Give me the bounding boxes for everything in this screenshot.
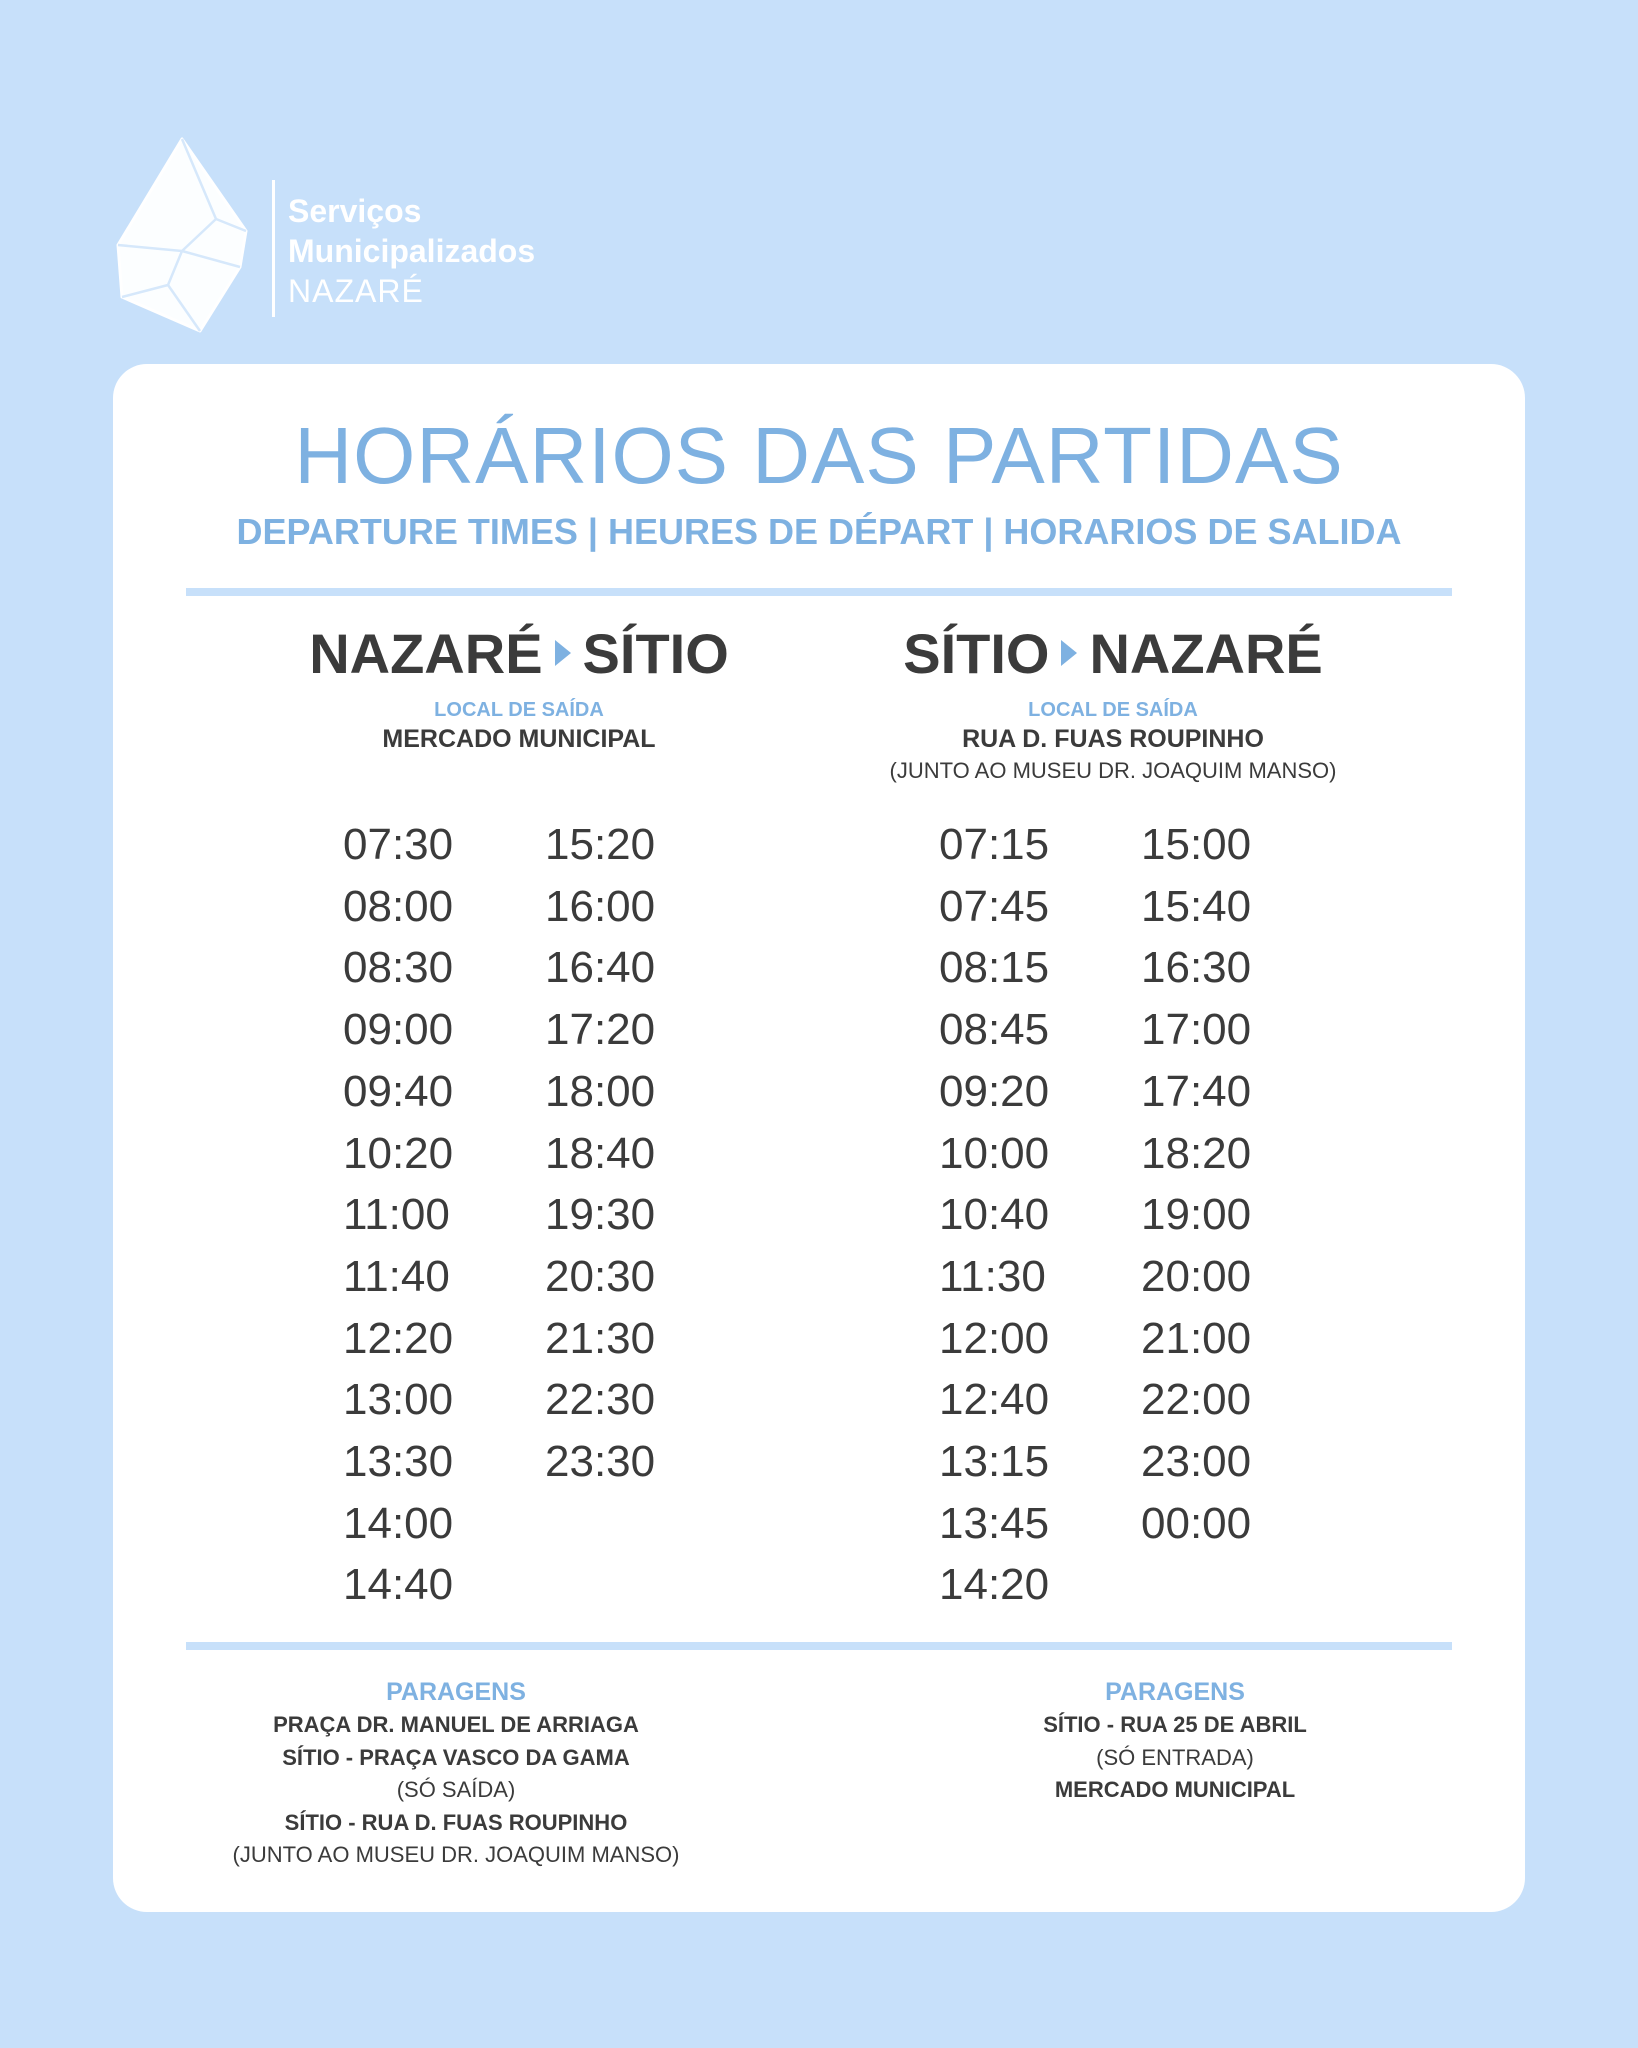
departure-time: 12:20: [343, 1313, 454, 1363]
departure-time: 09:20: [939, 1066, 1050, 1116]
stops-list: [146, 1709, 766, 1872]
route-from: SÍTIO: [903, 622, 1050, 685]
times-nazare-sitio-col-2: [545, 814, 725, 1493]
route-header-nazare-sitio: [219, 619, 819, 755]
logo-divider: [272, 180, 275, 317]
departure-time: 08:00: [343, 881, 454, 931]
stops-label: PARAGENS: [1105, 1678, 1245, 1706]
departure-time: 13:00: [343, 1375, 454, 1425]
departure-time: 08:45: [939, 1005, 1050, 1055]
stop-item: SÍTIO - PRAÇA VASCO DA GAMA: [282, 1744, 630, 1770]
departure-time: 07:15: [939, 820, 1050, 869]
stop-item: (JUNTO AO MUSEU DR. JOAQUIM MANSO): [232, 1842, 680, 1867]
departure-time: 19:30: [545, 1190, 656, 1240]
departure-note: (JUNTO AO MUSEU DR. JOAQUIM MANSO): [889, 758, 1337, 783]
page-title: HORÁRIOS DAS PARTIDAS: [294, 411, 1344, 500]
arrow-right-icon: [555, 640, 571, 666]
departure-time: 00:00: [1141, 1498, 1252, 1548]
route-title: [219, 619, 819, 689]
route-title: [813, 619, 1413, 689]
stop-item: (SÓ SAÍDA): [396, 1777, 516, 1802]
stops-list: [865, 1709, 1485, 1807]
page-subtitle: DEPARTURE TIMES | HEURES DE DÉPART | HORARIOS DE SALIDA: [236, 511, 1402, 552]
route-from: NAZARÉ: [309, 622, 543, 685]
departure-time: 12:00: [939, 1313, 1050, 1363]
times-nazare-sitio-col-1: [343, 814, 523, 1616]
stops-sitio-nazare: [865, 1676, 1485, 1807]
departure-time: 07:30: [343, 820, 454, 869]
departure-time: 14:40: [343, 1560, 454, 1610]
stop-item: SÍTIO - RUA 25 DE ABRIL: [1043, 1712, 1307, 1737]
departure-time: 21:30: [545, 1313, 656, 1363]
departure-time: 18:40: [545, 1128, 656, 1178]
departure-time: 08:30: [343, 943, 454, 993]
departure-time: 13:15: [939, 1437, 1050, 1487]
departure-time: 10:20: [343, 1128, 454, 1178]
departure-label: LOCAL DE SAÍDA: [434, 699, 604, 721]
departure-time: 22:00: [1141, 1375, 1252, 1425]
departure-time: 14:20: [939, 1560, 1050, 1610]
departure-time: 15:20: [545, 820, 656, 869]
departure-time: 15:00: [1141, 820, 1252, 869]
departure-time: 17:40: [1141, 1066, 1252, 1116]
logo-line-3: NAZARÉ: [288, 273, 424, 309]
route-to: SÍTIO: [582, 622, 729, 685]
times-sitio-nazare-col-1: [939, 814, 1119, 1616]
departure-time: 09:00: [343, 1005, 454, 1055]
departure-time: 10:40: [939, 1190, 1050, 1240]
departure-place: MERCADO MUNICIPAL: [382, 725, 656, 753]
departure-time: 10:00: [939, 1128, 1050, 1178]
departure-time: 09:40: [343, 1066, 454, 1116]
stop-item: MERCADO MUNICIPAL: [1054, 1777, 1296, 1802]
drop-logo-icon: [112, 135, 252, 335]
departure-time: 20:00: [1141, 1251, 1252, 1301]
departure-time: 18:00: [545, 1066, 656, 1116]
stops-nazare-sitio: [146, 1676, 766, 1872]
logo-text: [288, 191, 535, 311]
route-header-sitio-nazare: [813, 619, 1413, 787]
departure-time: 20:30: [545, 1251, 656, 1301]
departure-time: 23:00: [1141, 1437, 1252, 1487]
stop-item: PRAÇA DR. MANUEL DE ARRIAGA: [273, 1712, 639, 1737]
departure-time: 23:30: [545, 1437, 656, 1487]
stop-item: (SÓ ENTRADA): [1096, 1744, 1254, 1770]
departure-time: 17:20: [545, 1005, 656, 1055]
departure-time: 12:40: [939, 1375, 1050, 1425]
divider-bottom: [186, 1642, 1452, 1650]
divider-top: [186, 588, 1452, 596]
arrow-right-icon: [1061, 640, 1077, 666]
departure-time: 11:30: [939, 1251, 1046, 1301]
departure-time: 17:00: [1141, 1005, 1252, 1055]
departure-time: 08:15: [939, 943, 1050, 993]
departure-time: 07:45: [939, 881, 1050, 931]
departure-time: 11:40: [343, 1251, 450, 1301]
stops-label: PARAGENS: [386, 1678, 526, 1706]
departure-time: 16:40: [545, 943, 656, 993]
stop-item: SÍTIO - RUA D. FUAS ROUPINHO: [284, 1809, 628, 1835]
times-sitio-nazare-col-2: [1141, 814, 1321, 1554]
departure-time: 13:45: [939, 1498, 1050, 1548]
departure-time: 13:30: [343, 1437, 454, 1487]
departure-time: 19:00: [1141, 1190, 1252, 1240]
logo-line-2: Municipalizados: [288, 233, 536, 269]
departure-time: 18:20: [1141, 1128, 1252, 1178]
departure-time: 21:00: [1141, 1313, 1252, 1363]
schedule-card: [113, 364, 1525, 1912]
departure-time: 11:00: [343, 1190, 450, 1240]
logo-line-1: Serviços: [288, 193, 422, 229]
departure-time: 22:30: [545, 1375, 656, 1425]
departure-label: LOCAL DE SAÍDA: [1028, 699, 1198, 721]
logo: [112, 135, 572, 335]
departure-time: 14:00: [343, 1498, 454, 1548]
departure-place: RUA D. FUAS ROUPINHO: [962, 725, 1264, 753]
route-to: NAZARÉ: [1089, 622, 1323, 685]
departure-time: 16:00: [545, 881, 656, 931]
departure-time: 16:30: [1141, 943, 1252, 993]
departure-time: 15:40: [1141, 881, 1252, 931]
